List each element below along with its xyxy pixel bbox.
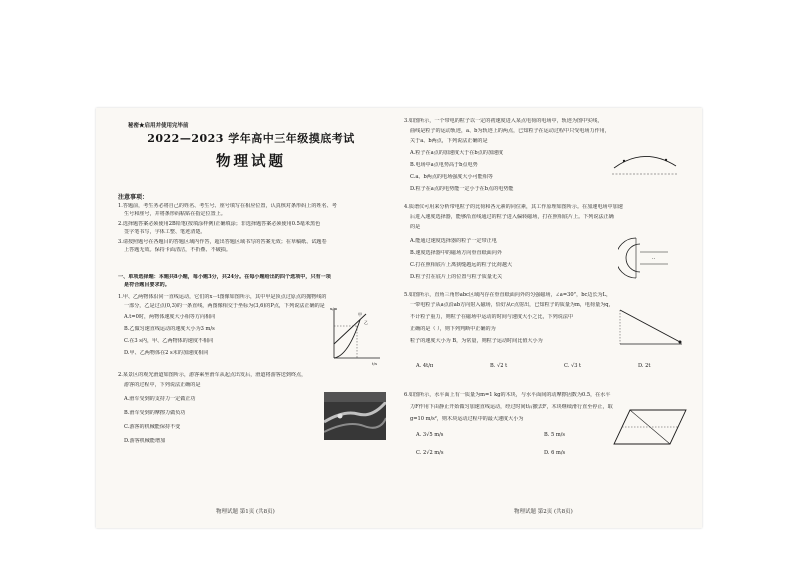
q3-stem: 曲线是粒子的运动轨迹，a、b为轨迹上的两点，已知粒子在运动过程中只受电场力作用， — [410, 128, 610, 134]
q3-option: C.a、b两点的电场强度大小可能相等 — [410, 174, 493, 180]
q5-choice-a: A. 4t/π — [416, 363, 434, 369]
q2-slide-photo — [324, 392, 386, 440]
q3-option: D.粒子在a点的电势能一定小于在b点的电势能 — [410, 186, 514, 192]
q2-option: B.滑车受到的摩擦力做负功 — [124, 410, 186, 416]
q5-choice-b: B. √2 t — [490, 363, 508, 369]
q1-stem: 一部分，乙是过点(0,3)的一条直线，两图像相交于坐标为(3,6)的P点，下列说法正确的是 — [124, 303, 325, 309]
graph-y-label: x/m — [330, 306, 338, 311]
q2-option: A.滑车受到的支持力一定做正功 — [124, 396, 196, 402]
q4-spectrometer-diagram — [618, 232, 672, 284]
q1-option: D.甲、乙两物体在2 s末的加速度相同 — [124, 350, 209, 356]
notice-line: 1.答题前，考生务必将自己的姓名、考生号、座号填写在相应位置，认真核对条形码上的姓名、考 — [118, 203, 337, 209]
q5-stem: 一带电粒子从a点沿ab方向射入磁场，恰好从c点射出，已知粒子的质量为m，电荷量为q， — [410, 302, 614, 308]
q5-stem: 正确的是（ ），则下列判断中正确的为 — [410, 326, 496, 332]
q6-choice-c: C. 2√2 m/s — [416, 450, 444, 456]
q6-choice-d: D. 6 m/s — [544, 450, 566, 456]
q2-option: D.游客机械能增加 — [124, 438, 166, 444]
q3-stem: 3.如图所示，一个带电的粒子以一定的初速度进入某点电荷的电场中，轨迹为图中实线， — [404, 118, 603, 124]
q1-xt-graph — [326, 306, 382, 364]
q4-stem: 4.质谱仪可用来分析带电粒子的比荷和各元素的同位素，其工作原理如图所示。在加速电场中加速 — [404, 204, 623, 210]
q6-stem: 力F作用下由静止开始做匀加速直线运动，经过时间t后撤去F，木块继续滑行直至停止，取 — [410, 404, 613, 410]
q3-option: A.粒子在a点的加速度大于在b点的加速度 — [410, 150, 504, 156]
notice-line: 3.请按照题号在各题目的答题区域内作答，超出答题区域书写的答案无效；在草稿纸、试题卷 — [118, 239, 327, 245]
exam-sheet — [96, 108, 702, 528]
q5-choice-c: C. √3 t — [564, 363, 582, 369]
secret-label: 秘密★启用并使用完毕前 — [128, 123, 189, 129]
left-page-footer: 物理试题 第1页 (共8页) — [216, 509, 275, 515]
q4-option: A.能通过速度选择器的粒子一定带正电 — [410, 238, 497, 244]
subject-title: 物理试题 — [216, 153, 286, 170]
left-page — [106, 108, 396, 528]
q1-option: B.乙做匀速直线运动的速度大小为3 m/s — [124, 326, 215, 332]
svg-text:··: ·· — [652, 256, 656, 262]
right-page — [404, 108, 696, 528]
graph-x-label: t/s — [372, 361, 378, 366]
q2-stem: 2.某景区的观光滑道如图所示，游客乘坐滑车从起点出发后，滑道将游客送到终点， — [118, 372, 307, 378]
q2-stem: 游客的过程中，下列说法正确的是 — [124, 382, 201, 388]
right-page-footer: 物理试题 第2页 (共8页) — [514, 509, 573, 515]
q4-stem: 的是 — [410, 224, 421, 230]
exam-title: 2022—2023 学年高中三年级摸底考试 — [147, 132, 355, 145]
section-heading: 一、单项选择题：本题共8小题，每小题3分，共24分。在每小题给出的四个选项中，只有一项 — [118, 274, 331, 280]
q5-stem: 粒子的速度大小为 B，为常量，则粒子运动时间比值大小为 — [410, 338, 543, 344]
q5-stem: 5.如图所示，直角三角形abc区域内存在垂直纸面向外的匀强磁场，∠a=30°，bc边长为L， — [404, 292, 612, 298]
q6-choice-b: B. 5 m/s — [544, 432, 566, 438]
q5-incline-diagram — [614, 306, 686, 352]
notice-line: 上答题无效。保持卡面清洁，不折叠、不破损。 — [124, 247, 231, 253]
q2-option: C.游客的机械能保持不变 — [124, 424, 181, 430]
q1-option: A.t=0时，两物体速度大小相等方向相同 — [124, 314, 216, 320]
graph-curve-label-b: 乙 — [364, 320, 368, 325]
q6-stem: g=10 m/s²，则木块运动过程中的最大速度大小为 — [410, 416, 524, 422]
q1-stem: 1.甲、乙两物体沿同一直线运动，它们的x－t图像如图所示，其中甲是顶点过原点的抛物线的 — [118, 294, 327, 300]
q3-option: B.电场中a点电势高于b点电势 — [410, 162, 478, 168]
q4-option: C.打在照相底片上离狭缝越远的粒子比荷越大 — [410, 262, 513, 268]
q6-choice-a: A. 3√5 m/s — [416, 432, 444, 438]
q5-choice-d: D. 2t — [638, 363, 651, 369]
q5-stem: 不计粒子重力，则粒子在磁场中运动的时间与速度大小之比，下列说法中 — [410, 314, 574, 320]
q4-stem: 后进入速度选择器，能够沿直线通过的粒子进入偏转磁场，打在照相底片上。下列说法正确 — [410, 214, 614, 220]
graph-curve-label-a: 甲 — [358, 312, 362, 317]
q6-stem: 6.如图所示，水平面上有一质量为m=1 kg的木块，与水平面间的动摩擦因数为0.5，在水平 — [404, 392, 611, 398]
notice-line: 签字笔书写，字体工整、笔迹清楚。 — [124, 229, 206, 235]
q1-option: C.在3 s内，甲、乙两物体的速度不相同 — [124, 338, 214, 344]
notice-line: 2.选择题答案必须使用2B铅笔(按填涂样例)正确填涂；非选择题答案必须使用0.5毫米黑色 — [118, 221, 321, 227]
notice-heading: 注意事项： — [118, 194, 149, 201]
q3-stem: 关于a、b两点，下列说法正确的是 — [410, 138, 488, 144]
notice-line: 生号和座号，并将条形码粘贴在指定位置上。 — [124, 211, 226, 217]
q4-option: D.粒子打在底片上的位置与粒子质量无关 — [410, 274, 503, 280]
section-heading-cont: 是符合题目要求的。 — [124, 282, 170, 288]
q4-option: B.速度选择器中的磁场方向垂直纸面向外 — [410, 250, 502, 256]
q6-parallelogram-diagram — [612, 406, 688, 448]
q3-trajectory-diagram — [610, 148, 680, 178]
